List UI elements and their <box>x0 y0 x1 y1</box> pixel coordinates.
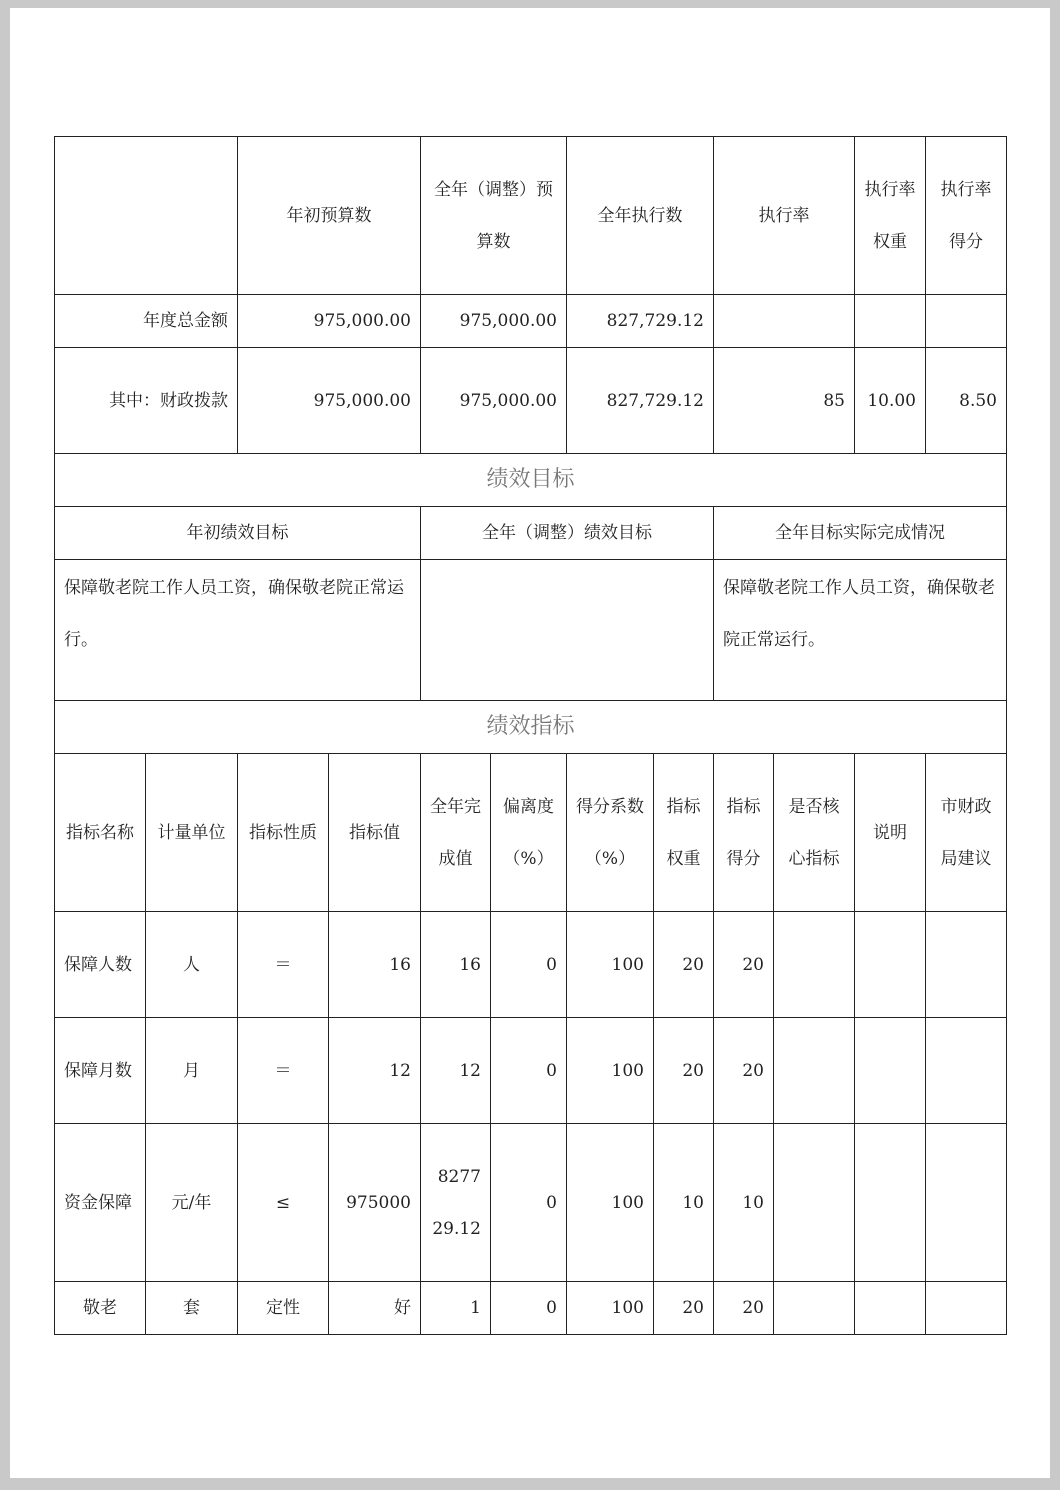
budget-row-total <box>55 295 1007 348</box>
budget-score-value: 8.50 <box>926 348 1007 454</box>
indicator-advice <box>926 912 1007 1018</box>
indicator-coefficient: 100 <box>567 1018 654 1124</box>
goals-header-initial: 年初绩效目标 <box>55 507 421 560</box>
indicator-header-score: 指标得分 <box>714 754 774 912</box>
budget-score-value <box>926 295 1007 348</box>
indicator-score: 20 <box>714 1018 774 1124</box>
budget-initial-value: 975,000.00 <box>238 348 421 454</box>
indicator-note <box>855 1124 926 1282</box>
indicator-row <box>55 912 1007 1018</box>
indicator-nature: ＝ <box>238 1018 329 1124</box>
indicator-advice <box>926 1018 1007 1124</box>
indicator-advice <box>926 1282 1007 1335</box>
indicator-core <box>774 1282 855 1335</box>
document-page <box>10 8 1050 1478</box>
indicator-header-deviation: 偏离度（%） <box>491 754 567 912</box>
indicator-weight: 20 <box>654 912 714 1018</box>
indicator-header-note: 说明 <box>855 754 926 912</box>
budget-header-executed: 全年执行数 <box>567 137 714 295</box>
budget-header-blank <box>55 137 238 295</box>
indicator-unit: 月 <box>146 1018 238 1124</box>
indicator-deviation: 0 <box>491 912 567 1018</box>
indicator-unit: 套 <box>146 1282 238 1335</box>
budget-executed-value: 827,729.12 <box>567 348 714 454</box>
indicator-row <box>55 1124 1007 1282</box>
goals-adjusted-text <box>421 560 714 701</box>
indicator-name: 资金保障 <box>55 1124 146 1282</box>
indicator-core <box>774 1018 855 1124</box>
indicator-header-target: 指标值 <box>329 754 421 912</box>
goals-header-actual: 全年目标实际完成情况 <box>714 507 1007 560</box>
indicator-core <box>774 912 855 1018</box>
budget-header-rate: 执行率 <box>714 137 855 295</box>
budget-weight-value: 10.00 <box>855 348 926 454</box>
goals-actual-text: 保障敬老院工作人员工资，确保敬老院正常运行。 <box>714 560 1007 701</box>
indicator-header-nature: 指标性质 <box>238 754 329 912</box>
indicator-note <box>855 912 926 1018</box>
budget-executed-value: 827,729.12 <box>567 295 714 348</box>
budget-row-label: 年度总金额 <box>55 295 238 348</box>
indicator-header-coefficient: 得分系数（%） <box>567 754 654 912</box>
indicator-actual: 12 <box>421 1018 491 1124</box>
indicator-actual: 1 <box>421 1282 491 1335</box>
indicator-coefficient: 100 <box>567 1282 654 1335</box>
indicator-header-name: 指标名称 <box>55 754 146 912</box>
indicator-target: 12 <box>329 1018 421 1124</box>
indicator-name: 敬老 <box>55 1282 146 1335</box>
budget-rate-value: 85 <box>714 348 855 454</box>
goals-header-adjusted: 全年（调整）绩效目标 <box>421 507 714 560</box>
budget-header-score: 执行率得分 <box>926 137 1007 295</box>
indicator-score: 10 <box>714 1124 774 1282</box>
indicator-coefficient: 100 <box>567 1124 654 1282</box>
budget-rate-value <box>714 295 855 348</box>
indicator-weight: 20 <box>654 1282 714 1335</box>
budget-adjusted-value: 975,000.00 <box>421 348 567 454</box>
indicator-score: 20 <box>714 1282 774 1335</box>
goals-title-row <box>55 454 1007 507</box>
indicator-row <box>55 1282 1007 1335</box>
indicator-deviation: 0 <box>491 1018 567 1124</box>
indicator-weight: 10 <box>654 1124 714 1282</box>
budget-header-row <box>55 137 1007 295</box>
budget-row-label: 其中：财政拨款 <box>55 348 238 454</box>
budget-header-initial: 年初预算数 <box>238 137 421 295</box>
indicator-unit: 人 <box>146 912 238 1018</box>
indicators-header-row <box>55 754 1007 912</box>
indicator-note <box>855 1282 926 1335</box>
budget-header-weight: 执行率权重 <box>855 137 926 295</box>
budget-initial-value: 975,000.00 <box>238 295 421 348</box>
budget-adjusted-value: 975,000.00 <box>421 295 567 348</box>
indicator-deviation: 0 <box>491 1282 567 1335</box>
indicator-nature: ≤ <box>238 1124 329 1282</box>
indicator-nature: 定性 <box>238 1282 329 1335</box>
goals-header-row <box>55 507 1007 560</box>
indicator-row <box>55 1018 1007 1124</box>
performance-table <box>54 136 1007 1335</box>
indicator-note <box>855 1018 926 1124</box>
indicator-header-weight: 指标权重 <box>654 754 714 912</box>
indicator-target: 975000 <box>329 1124 421 1282</box>
indicator-target: 好 <box>329 1282 421 1335</box>
indicator-score: 20 <box>714 912 774 1018</box>
indicator-header-unit: 计量单位 <box>146 754 238 912</box>
indicators-title-row <box>55 701 1007 754</box>
budget-weight-value <box>855 295 926 348</box>
indicators-section-title: 绩效指标 <box>55 701 1007 754</box>
indicator-core <box>774 1124 855 1282</box>
budget-row-fiscal <box>55 348 1007 454</box>
indicator-nature: ＝ <box>238 912 329 1018</box>
indicator-actual: 16 <box>421 912 491 1018</box>
indicator-header-actual: 全年完成值 <box>421 754 491 912</box>
indicator-weight: 20 <box>654 1018 714 1124</box>
indicator-coefficient: 100 <box>567 912 654 1018</box>
indicator-target: 16 <box>329 912 421 1018</box>
indicator-name: 保障月数 <box>55 1018 146 1124</box>
indicator-header-core: 是否核心指标 <box>774 754 855 912</box>
indicator-deviation: 0 <box>491 1124 567 1282</box>
goals-content-row <box>55 560 1007 701</box>
indicator-header-advice: 市财政局建议 <box>926 754 1007 912</box>
indicator-advice <box>926 1124 1007 1282</box>
indicator-unit: 元/年 <box>146 1124 238 1282</box>
goals-initial-text: 保障敬老院工作人员工资，确保敬老院正常运行。 <box>55 560 421 701</box>
indicator-name: 保障人数 <box>55 912 146 1018</box>
goals-section-title: 绩效目标 <box>55 454 1007 507</box>
budget-header-adjusted: 全年（调整）预算数 <box>421 137 567 295</box>
indicator-actual: 827729.12 <box>421 1124 491 1282</box>
